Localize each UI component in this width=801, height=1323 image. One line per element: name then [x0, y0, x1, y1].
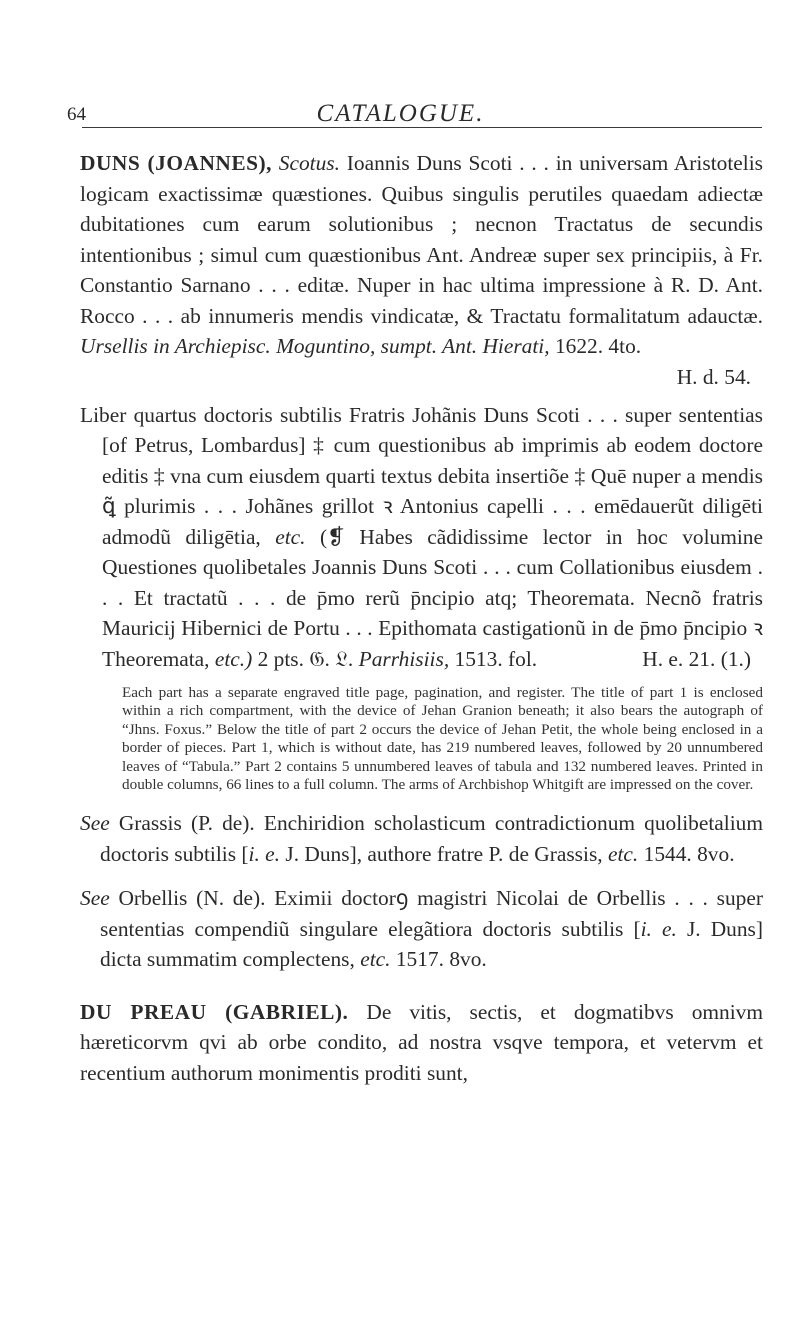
- entry-contents: (❡ Habes cãdidissime lector in hoc volumine Questiones quolibetales Joannis Duns Scoti . . . cum Collationibus eiusdem . . . Et tractatũ . . . de p̄mo rerũ p̄ncipio atq; Theoremata. Necnõ fratris Mauricij Hibernici de Portu . . . Epithomata castigationũ in de p̄mo p̄ncipio ꝛ Theoremata,: [102, 524, 763, 671]
- see-etc: etc.: [360, 947, 391, 972]
- catalogue-body: [80, 148, 763, 1088]
- see-etc: etc.: [607, 841, 639, 866]
- see-text: Grassis (P. de). Enchiridion scholasticum contradictionum quolibetalium doctoris subtilis [: [100, 811, 763, 866]
- ie-abbrev: i. e.: [248, 841, 281, 866]
- entry-etc: etc.): [214, 646, 253, 671]
- entry-shelfmark: H. d. 54.: [676, 364, 751, 389]
- entry-date-format: 1513. fol.: [454, 646, 538, 671]
- header-rule: [82, 127, 762, 128]
- see-label: See: [80, 886, 110, 911]
- entry-imprint: Ursellis in Archiepisc. Moguntino, sumpt. Ant. Hierati,: [80, 334, 550, 358]
- see-text-continued: J. Duns] dicta summatim complectens,: [100, 916, 763, 972]
- see-date-format: 1544. 8vo.: [643, 841, 735, 866]
- see-text: Orbellis (N. de). Eximii doctorꝯ magistri Nicolai de Orbellis . . . super sententias compendiũ singulare elegãtiora doctoris subtilis [: [100, 886, 763, 941]
- entry-title: Ioannis Duns Scoti . . . in universam Aristotelis logicam exactissimæ quæstiones. Quibus singulis perutiles quaedam adiectæ dubitationes cum earum solutionibus ; necnon Tractatus de secundis intentionibus ; simul cum quæstionibus Ant. Andreæ super sex principiis, à Fr. Constantio Sarnano . . . editæ. Nuper in hac ultima impressione à R. D. Ant. Rocco . . . ab innumeris mendis vindicatæ, & Tractatu formalitatum adauctæ.: [80, 151, 763, 328]
- entry-parts: 2 pts. 𝔊. 𝔏.: [257, 646, 354, 671]
- entry-imprint: Parrhisiis,: [358, 646, 450, 671]
- see-reference-orbellis: [80, 883, 763, 975]
- catalogue-entry-du-preau: [80, 997, 763, 1089]
- entry-shelfmark: H. e. 21. (1.): [642, 646, 751, 671]
- page-number: 64: [67, 104, 86, 125]
- entry-title: De vitis, sectis, et dogmatibvs omnivm hæreticorvm qvi ab orbe condito, ad nostra vsqve tempora, et vetervm et recentium authorum monimentis proditi sunt,: [80, 999, 763, 1085]
- catalogue-entry-liber-quartus: [80, 400, 763, 675]
- running-head: CATALOGUE.: [316, 100, 485, 127]
- see-reference-grassis: [80, 808, 763, 869]
- see-date-format: 1517. 8vo.: [395, 947, 487, 972]
- ie-abbrev: i. e.: [640, 916, 677, 941]
- bibliographic-note: Each part has a separate engraved title page, pagination, and register. The title of part 1 is enclosed within a rich compartment, with the device of Jehan Granion beneath; it also bears the autograph of “Jhns. Foxus.” Below the title of part 2 occurs the device of Jehan Petit, the whole being enclosed in a border of pieces. Part 1, which is without date, has 219 numbered leaves, followed by 20 unnumbered leaves of “Tabula.” Part 2 contains 5 unnumbered leaves of tabula and 132 numbered leaves. Printed in double columns, 66 lines to a full column. The arms of Archbishop Whitgift are impressed on the cover.: [122, 684, 763, 794]
- page-header: [0, 0, 801, 130]
- catalogue-entry-duns-scotus: [80, 148, 763, 392]
- see-label: See: [80, 811, 110, 836]
- entry-heading: DUNS (JOANNES),: [80, 151, 272, 175]
- entry-date-format: 1622. 4to.: [554, 334, 642, 358]
- see-text-continued: J. Duns], authore fratre P. de Grassis,: [285, 841, 603, 866]
- entry-title: Liber quartus doctoris subtilis Fratris Johãnis Duns Scoti . . . super sententias [of Petrus, Lombardus] ‡ cum questionibus ab imprimis ab eodem doctore editis ‡ vna cum eiusdem quarti textus debita insertiõe ‡ Quē nuper a mendis ꝗ̃ plurimis . . . Johãnes grillot ꝛ Antonius capelli . . . emēdauerũt diligēti admodũ diligētia,: [80, 402, 763, 549]
- entry-etc: etc.: [275, 524, 306, 549]
- entry-author-qualifier: Scotus.: [278, 151, 340, 175]
- entry-heading: DU PREAU (GABRIEL).: [80, 999, 349, 1024]
